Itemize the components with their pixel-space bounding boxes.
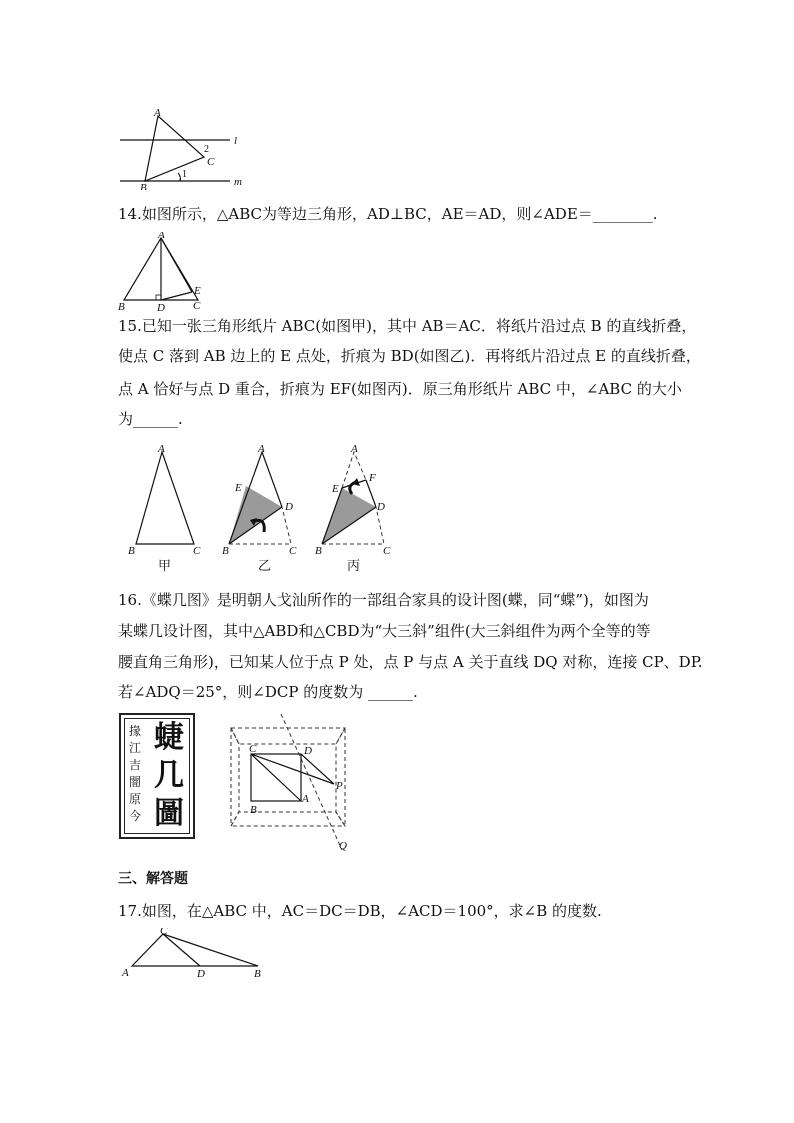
question-16-line-3: 腰直角三角形)，已知某人位于点 P 处，点 P 与点 A 关于直线 DQ 对称，连接 CP、DP. [118, 653, 703, 671]
svg-text:丙: 丙 [347, 558, 361, 573]
svg-text:l: l [234, 135, 238, 147]
book-title-column: 蜨 几 圖 [154, 720, 184, 831]
svg-text:A: A [122, 967, 129, 978]
book-subtitle-column: 掾 江 吉 闇 原 今 [128, 724, 141, 823]
section-heading-solve: 三、解答题 [118, 871, 188, 887]
svg-text:P: P [336, 780, 343, 792]
svg-text:D: D [157, 302, 165, 312]
svg-text:E: E [235, 482, 242, 494]
svg-text:A: A [158, 443, 165, 455]
question-14: 14.如图所示，△ABC为等边三角形，AD⊥BC，AE＝AD，则∠ADE＝________. [118, 205, 658, 223]
svg-text:C: C [383, 545, 391, 557]
svg-text:Q: Q [339, 840, 347, 852]
fig15-triangle-bing [315, 443, 391, 573]
fold-shaded-region-2 [322, 488, 376, 544]
svg-text:C: C [207, 156, 215, 168]
svg-text:B: B [250, 804, 257, 816]
fold-shaded-region [229, 486, 282, 544]
svg-text:C: C [193, 300, 201, 312]
svg-text:D: D [285, 501, 293, 513]
svg-text:C: C [249, 743, 257, 755]
svg-text:B: B [254, 968, 261, 978]
question-15-line-4: 为______. [118, 410, 183, 428]
svg-text:A: A [258, 443, 265, 455]
fig15-triangle-yi [222, 443, 297, 573]
svg-text:C: C [289, 545, 297, 557]
question-15-line-2: 使点 C 落到 AB 边上的 E 点处，折痕为 BD(如图乙)．再将纸片沿过点 E 的直线折叠， [118, 347, 701, 365]
svg-text:D: D [197, 968, 205, 978]
svg-text:B: B [118, 301, 125, 312]
svg-text:A: A [302, 793, 309, 805]
question-15-line-1: 15.已知一张三角形纸片 ABC(如图甲)，其中 AB＝AC．将纸片沿过点 B 的直线折叠， [118, 317, 697, 335]
book-cover-image [119, 713, 195, 839]
svg-text:乙: 乙 [258, 558, 272, 573]
question-16-line-2: 某蝶几设计图，其中△ABD和△CBD为“大三斜”组件(大三斜组件为两个全等的等 [118, 622, 651, 640]
svg-text:E: E [332, 483, 339, 495]
svg-text:D: D [304, 745, 312, 757]
figure-paper-folding [120, 440, 410, 575]
fig15-triangle-jia [128, 443, 201, 573]
question-16-line-1: 16.《蝶几图》是明朝人戈汕所作的一部组合家具的设计图(蝶，同“蝶”)，如图为 [118, 591, 649, 609]
svg-text:B: B [315, 545, 322, 557]
svg-text:B: B [222, 545, 229, 557]
svg-text:2: 2 [204, 144, 209, 155]
question-17: 17.如图，在△ABC 中，AC＝DC＝DB，∠ACD＝100°，求∠B 的度数. [118, 902, 602, 920]
question-16-line-4: 若∠ADQ＝25°，则∠DCP 的度数为 ______. [118, 683, 418, 701]
svg-text:A: A [351, 443, 358, 455]
svg-text:甲: 甲 [158, 558, 172, 573]
svg-text:B: B [128, 545, 135, 557]
svg-text:D: D [377, 501, 385, 513]
svg-text:A: A [158, 232, 165, 241]
svg-text:C: C [160, 928, 168, 937]
svg-text:E: E [194, 285, 201, 297]
figure-triangle-acdb [118, 928, 270, 978]
figure-butterfly-table [224, 712, 364, 854]
question-15-line-3: 点 A 恰好与点 D 重合，折痕为 EF(如图丙)．原三角形纸片 ABC 中，∠ABC 的大小 [118, 380, 682, 398]
svg-text:A: A [154, 107, 161, 119]
figure-parallel-lines [118, 104, 258, 190]
svg-text:F: F [369, 472, 376, 484]
svg-text:m: m [234, 176, 242, 188]
svg-text:1: 1 [182, 169, 187, 180]
svg-text:C: C [193, 545, 201, 557]
svg-text:B: B [140, 182, 147, 190]
figure-equilateral-triangle [116, 232, 216, 312]
